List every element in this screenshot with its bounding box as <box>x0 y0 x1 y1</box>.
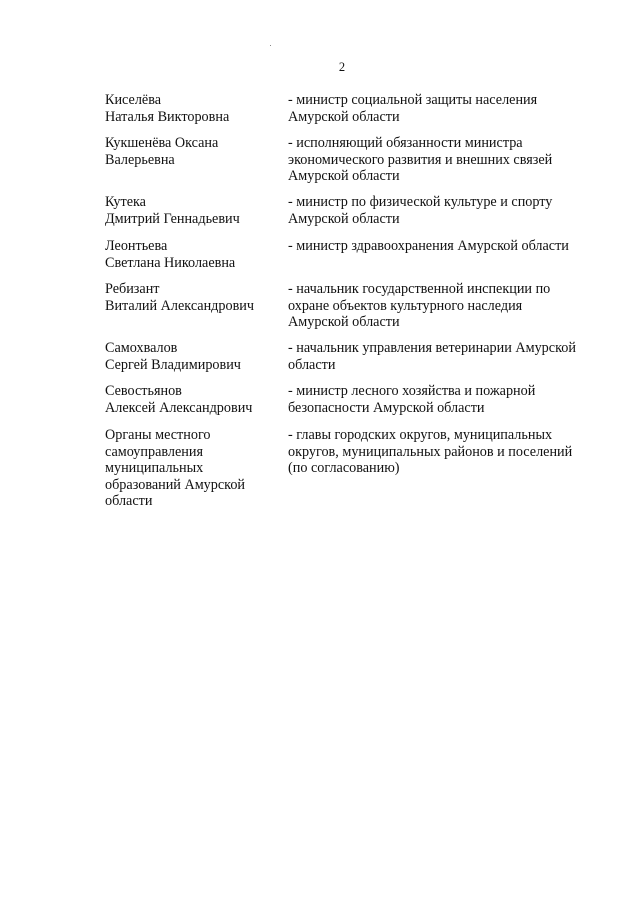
person-role <box>288 194 598 227</box>
role-line: - исполняющий обязанности министра <box>288 135 523 151</box>
person-role <box>288 281 598 331</box>
person-name <box>105 92 275 125</box>
person-name <box>105 194 275 227</box>
role-line: - главы городских округов, муниципальных <box>288 427 553 443</box>
name-line: Кутека <box>105 194 146 210</box>
role-line: Амурской области <box>288 314 400 331</box>
role-line: - министр лесного хозяйства и пожарной <box>288 383 536 399</box>
role-line: - начальник управления ветеринарии Амурской <box>288 340 576 356</box>
role-line: Амурской области <box>288 210 400 227</box>
role-line: - начальник государственной инспекции по <box>288 281 551 297</box>
name-line: Леонтьева <box>105 238 168 254</box>
role-line: Амурской области <box>288 168 400 185</box>
role-line: охране объектов культурного наследия <box>288 297 523 314</box>
name-line: Виталий Александрович <box>105 297 255 314</box>
name-line: муниципальных <box>105 460 204 477</box>
role-line: - министр здравоохранения Амурской области <box>288 238 569 254</box>
scan-speck <box>270 45 271 46</box>
name-line: Киселёва <box>105 92 162 108</box>
name-line: Наталья Викторовна <box>105 108 230 125</box>
person-name <box>105 281 275 314</box>
name-line: самоуправления <box>105 443 203 460</box>
person-name <box>105 383 275 416</box>
person-role <box>288 383 598 416</box>
person-name <box>105 340 275 373</box>
person-name <box>105 238 275 271</box>
role-line: округов, муниципальных районов и поселений <box>288 443 573 460</box>
name-line: образований Амурской <box>105 476 246 493</box>
page-number: 2 <box>338 60 346 74</box>
person-role <box>288 340 598 373</box>
name-line: области <box>105 493 153 510</box>
person-name <box>105 135 275 168</box>
person-role <box>288 92 598 125</box>
role-line: - министр социальной защиты населения <box>288 92 538 108</box>
name-line: Валерьевна <box>105 151 175 168</box>
name-line: Самохвалов <box>105 340 178 356</box>
name-line: Органы местного <box>105 427 211 443</box>
person-role <box>288 238 598 255</box>
role-line: (по согласованию) <box>288 460 400 477</box>
role-line: безопасности Амурской области <box>288 399 485 416</box>
person-role <box>288 427 598 477</box>
role-line: Амурской области <box>288 108 400 125</box>
person-role <box>288 135 598 185</box>
role-line: экономического развития и внешних связей <box>288 151 553 168</box>
name-line: Ребизант <box>105 281 160 297</box>
name-line: Сергей Владимирович <box>105 356 241 373</box>
role-line: области <box>288 356 336 373</box>
name-line: Кукшенёва Оксана <box>105 135 219 151</box>
name-line: Светлана Николаевна <box>105 254 236 271</box>
name-line: Дмитрий Геннадьевич <box>105 210 240 227</box>
name-line: Алексей Александрович <box>105 399 253 416</box>
person-name <box>105 427 275 510</box>
role-line: - министр по физической культуре и спорту <box>288 194 553 210</box>
name-line: Севостьянов <box>105 383 182 399</box>
